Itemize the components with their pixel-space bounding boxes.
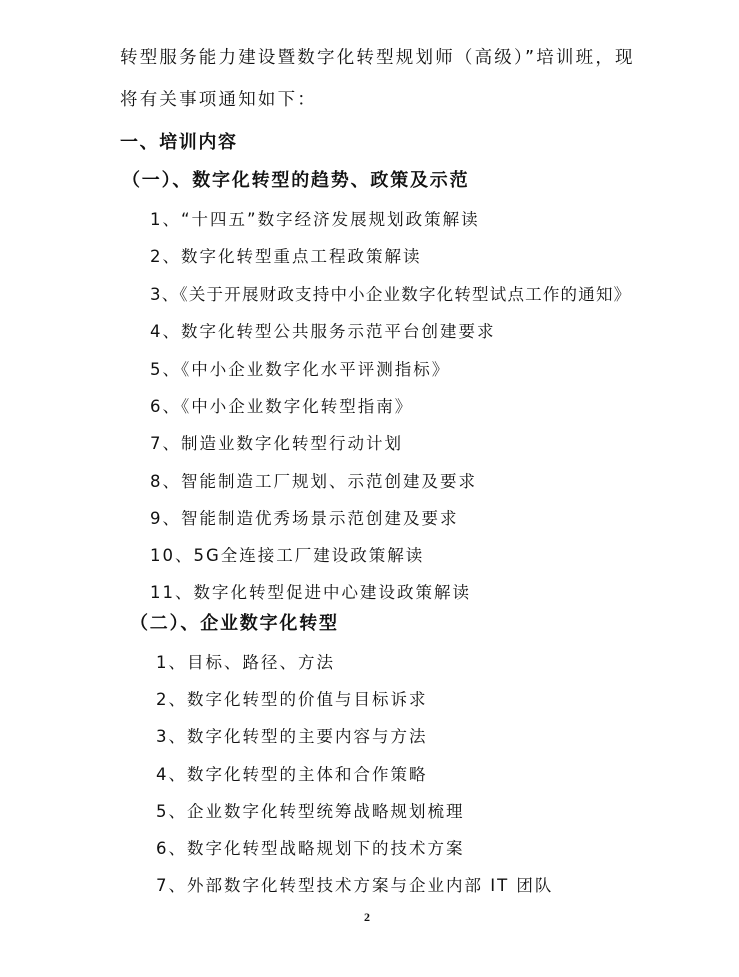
intro-line-1: 转型服务能力建设暨数字化转型规划师（高级）”培训班，现 bbox=[120, 48, 635, 68]
list-item: 6、《中小企业数字化转型指南》 bbox=[150, 397, 414, 416]
list-item: 4、数字化转型的主体和合作策略 bbox=[156, 765, 428, 784]
list-item: 7、制造业数字化转型行动计划 bbox=[150, 434, 403, 453]
list-item: 2、数字化转型重点工程政策解读 bbox=[150, 247, 422, 266]
list-item: 5、《中小企业数字化水平评测指标》 bbox=[150, 360, 451, 379]
page-number: 2 bbox=[364, 910, 370, 924]
list-item: 9、智能制造优秀场景示范创建及要求 bbox=[150, 509, 459, 528]
intro-line-2: 将有关事项通知如下： bbox=[120, 90, 317, 110]
list-item: 5、企业数字化转型统筹战略规划梳理 bbox=[156, 802, 465, 821]
subsection-heading-trends-policy: （一）、数字化转型的趋势、政策及示范 bbox=[122, 170, 470, 191]
list-item: 8、智能制造工厂规划、示范创建及要求 bbox=[150, 472, 477, 491]
list-item: 3、《关于开展财政支持中小企业数字化转型试点工作的通知》 bbox=[150, 285, 632, 304]
list-item: 3、数字化转型的主要内容与方法 bbox=[156, 727, 428, 746]
section-heading-training-content: 一、培训内容 bbox=[120, 132, 238, 153]
list-item: 11、数字化转型促进中心建设政策解读 bbox=[150, 583, 471, 602]
list-item: 1、目标、路径、方法 bbox=[156, 653, 335, 672]
list-item: 4、数字化转型公共服务示范平台创建要求 bbox=[150, 322, 496, 341]
list-item: 10、5G全连接工厂建设政策解读 bbox=[150, 546, 425, 565]
list-item: 6、数字化转型战略规划下的技术方案 bbox=[156, 839, 465, 858]
subsection-heading-enterprise-transformation: （二）、企业数字化转型 bbox=[130, 613, 339, 634]
list-item: 1、“十四五”数字经济发展规划政策解读 bbox=[150, 210, 480, 229]
list-item: 7、外部数字化转型技术方案与企业内部 IT 团队 bbox=[156, 876, 554, 895]
list-item: 2、数字化转型的价值与目标诉求 bbox=[156, 690, 428, 709]
